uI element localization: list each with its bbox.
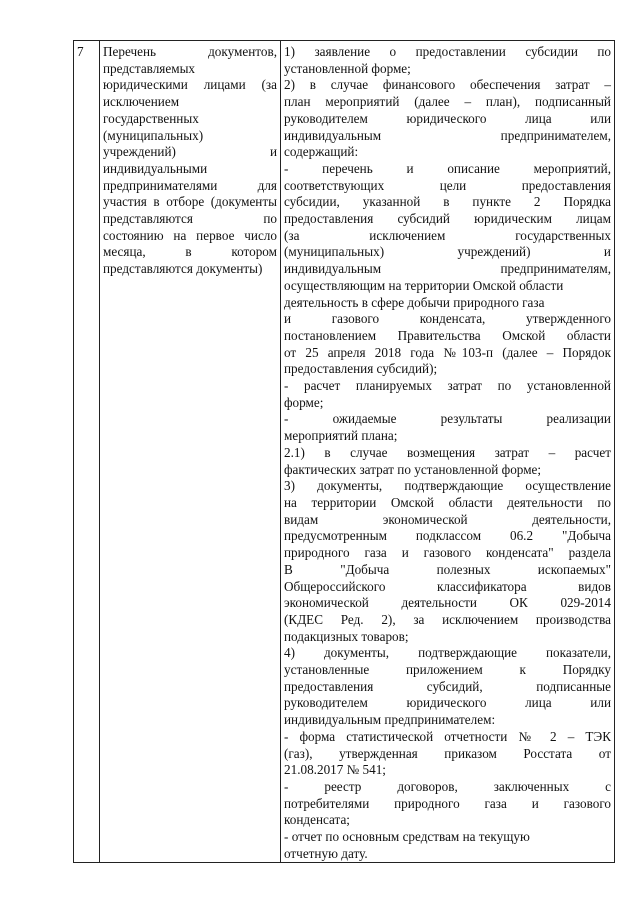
row-title-line: учреждений) и [103,144,277,160]
row-content-line: - реестр договоров, заключенных с [284,778,611,794]
row-content-line: предоставления субсидий, подписанные [284,678,611,694]
row-content-line: - перечень и описание мероприятий, [284,160,611,176]
table-row [74,41,615,863]
row-content-line: постановлением Правительства Омской области [284,327,611,343]
row-content-line: - форма статистической отчетности № 2 – ТЭК [284,728,611,744]
row-content-line: конденсата; [284,812,350,828]
row-title-line: участия в отборе (документы [103,194,277,210]
row-content-line: - ожидаемые результаты реализации [284,411,611,427]
row-content-line: отчетную дату. [284,845,368,861]
row-title-line: предпринимателями для [103,177,277,193]
row-content-line: руководителем юридического лица или [284,110,611,126]
row-content-line: предоставления субсидий юридическим лицам [284,211,611,227]
row-content-line: форме; [284,394,324,410]
row-content-line: B "Добыча полезных ископаемых" [284,561,611,577]
row-content-line: (КДЕС Ред. 2), за исключением производства [284,611,611,627]
row-number: 7 [74,41,100,863]
row-content-line: потребителями природного газа и газового [284,795,611,811]
row-title-line: представляются документы) [103,261,263,277]
row-content-line: на территории Омской области деятельности по [284,494,611,510]
row-content-line: деятельность в сфере добычи природного газа [284,294,545,310]
row-title-line: месяца, в котором [103,244,277,260]
row-content-line: предусмотренным подклассом 06.2 "Добыча [284,528,611,544]
row-content-line: 3) документы, подтверждающие осуществление [284,478,611,494]
row-content-line: от 25 апреля 2018 года №103-п (далее – Порядок [284,344,611,360]
row-title-line: Перечень документов, [103,44,277,59]
document-table [73,40,615,863]
row-title-line: исключением [103,94,180,110]
row-content-line: видам экономической деятельности, [284,511,611,527]
row-content-line: осуществляющим на территории Омской области [284,277,564,293]
row-title-line: (муниципальных) [103,127,204,143]
row-title-line: индивидуальными [103,160,208,176]
row-content-line: 2) в случае финансового обеспечения затрат – [284,77,611,93]
row-content-line: 21.08.2017 № 541; [284,762,386,778]
row-content-line: 2.1) в случае возмещения затрат – расчет [284,444,611,460]
row-content-line: индивидуальным предпринимателем, [284,127,611,143]
row-content-line: (муниципальных) учреждений) и [284,244,611,260]
row-title-line: представляются по [103,211,277,227]
row-content-line: установленные приложением к Порядку [284,662,611,678]
row-content-line: 1) заявление о предоставлении субсидии по [284,44,611,59]
row-content-line: индивидуальным предпринимателям, [284,261,611,277]
row-content-cell [281,41,615,863]
row-content-line: субсидии, указанной в пункте 2 Порядка [284,194,611,210]
row-content-line: Общероссийского классификатора видов [284,578,611,594]
row-content-line: - отчет по основным средствам на текущую [284,829,530,845]
row-title-line: государственных [103,110,199,126]
row-content-line: план мероприятий (далее – план), подписанный [284,94,611,110]
row-content-line: (газ), утвержденная приказом Росстата от [284,745,611,761]
row-content-line: природного газа и газового конденсата" раздела [284,545,611,561]
row-content-line: фактических затрат по установленной форме; [284,461,542,477]
row-content-line: (за исключением государственных [284,227,611,243]
row-title-line: представляемых [103,60,196,76]
row-content-line: индивидуальным предпринимателем: [284,712,496,728]
row-content-line: подакцизных товаров; [284,628,409,644]
row-title-line: состоянию на первое число [103,227,277,243]
row-content-line: установленной форме; [284,60,411,76]
row-content-line: руководителем юридического лица или [284,695,611,711]
row-content-line: соответствующих цели предоставления [284,177,611,193]
row-content-line: 4) документы, подтверждающие показатели, [284,645,611,661]
row-content-line: мероприятий плана; [284,428,398,444]
row-title-cell [100,41,281,863]
row-content-line: и газового конденсата, утвержденного [284,311,611,327]
row-content-line: предоставления субсидий); [284,361,438,377]
row-title-line: юридическими лицами (за [103,77,277,93]
row-content-line: - расчет планируемых затрат по установленной [284,378,611,394]
row-content-line: содержащий: [284,144,359,160]
row-content-line: экономической деятельности ОК 029-2014 [284,595,611,611]
